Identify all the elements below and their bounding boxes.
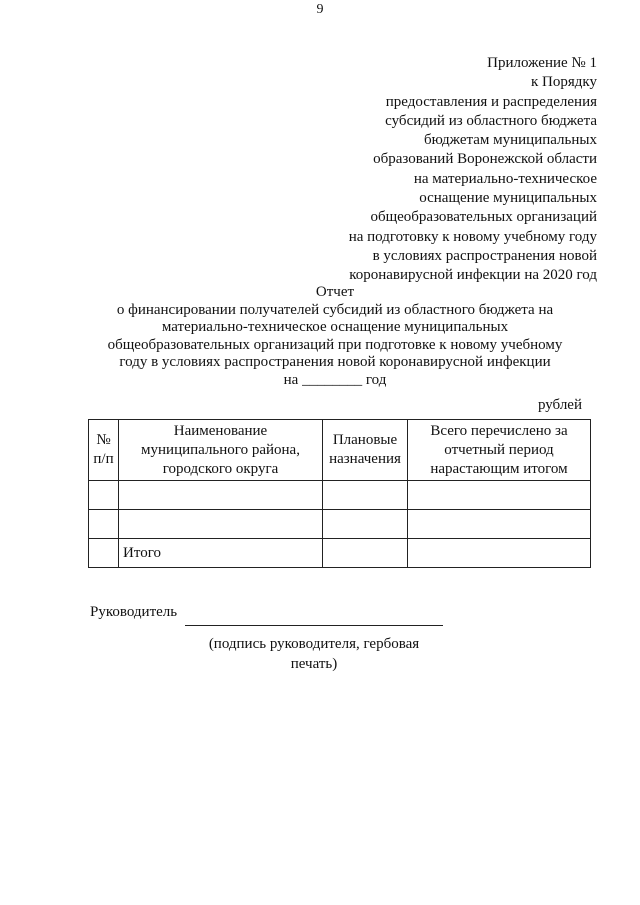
table-row <box>89 481 591 510</box>
appendix-line: Приложение № 1 <box>487 55 597 71</box>
appendix-line: в условиях распространения новой <box>372 247 597 264</box>
header-line: Всего перечислено за <box>430 422 568 439</box>
appendix-line: оснащение муниципальных <box>419 190 597 207</box>
report-year-line: на ________ год <box>283 371 387 388</box>
header-line: муниципального района, <box>141 441 300 458</box>
table-row <box>89 510 591 539</box>
table-cell <box>89 481 119 510</box>
appendix-line: субсидий из областного бюджета <box>385 112 597 129</box>
signature-line <box>185 625 443 626</box>
header-municipality <box>119 420 323 481</box>
table-cell <box>408 510 591 539</box>
currency-unit: рублей <box>537 397 582 413</box>
table-cell <box>119 510 323 539</box>
report-table <box>88 419 591 568</box>
header-line: № <box>96 432 111 448</box>
page-number: 9 <box>316 2 324 17</box>
report-title-line: общеобразовательных организаций при подготовке к новому учебному <box>107 336 563 353</box>
appendix-line: коронавирусной инфекции на 2020 год <box>349 267 597 284</box>
table-cell <box>408 539 591 568</box>
table-cell <box>323 539 408 568</box>
total-label: Итого <box>119 539 323 568</box>
header-line: назначения <box>329 451 401 467</box>
header-transferred <box>408 420 591 481</box>
header-line: п/п <box>93 451 114 467</box>
header-line: Наименование <box>173 422 268 439</box>
table-cell <box>119 481 323 510</box>
signature-caption <box>185 634 443 674</box>
report-title-line: о финансировании получателей субсидий из областного бюджета на <box>116 301 554 318</box>
table-total-row <box>89 539 591 568</box>
header-line: нарастающим итогом <box>430 460 568 477</box>
report-title-line: материально-техническое оснащение муниципальных <box>161 319 509 335</box>
table-cell <box>89 510 119 539</box>
appendix-line: предоставления и распределения <box>385 93 597 110</box>
report-title: Отчет <box>315 284 355 300</box>
signature-label: Руководитель <box>90 604 178 620</box>
header-line: Плановые <box>332 432 398 448</box>
table-cell <box>89 539 119 568</box>
appendix-block <box>349 54 597 286</box>
appendix-line: образований Воронежской области <box>373 151 597 168</box>
header-number <box>89 420 119 481</box>
report-heading <box>0 284 640 389</box>
header-planned <box>323 420 408 481</box>
table-cell <box>323 510 408 539</box>
table-cell <box>408 481 591 510</box>
signature-caption-line: (подпись руководителя, гербовая <box>208 636 420 652</box>
signature-caption-line: печать) <box>290 656 338 672</box>
report-title-line: году в условиях распространения новой коронавирусной инфекции <box>119 354 551 370</box>
appendix-line: общеобразовательных организаций <box>370 209 597 226</box>
header-line: городского округа <box>162 460 279 477</box>
appendix-line: бюджетам муниципальных <box>423 132 597 149</box>
table-header-row <box>89 420 591 481</box>
appendix-line: к Порядку <box>531 74 597 91</box>
table-cell <box>323 481 408 510</box>
appendix-line: на материально-техническое <box>413 170 597 187</box>
appendix-line: на подготовку к новому учебному году <box>348 228 597 245</box>
header-line: отчетный период <box>444 441 554 458</box>
